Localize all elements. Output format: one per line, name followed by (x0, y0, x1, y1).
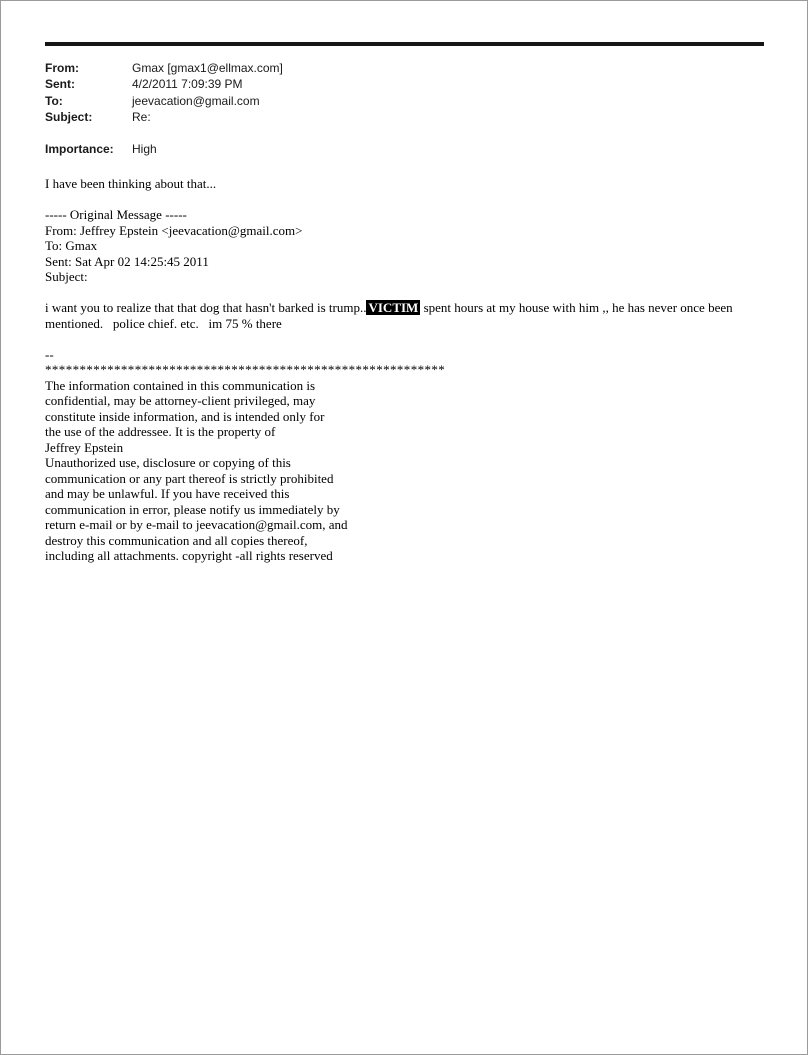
signature-block (45, 347, 764, 564)
message-text-after-redaction: spent hours at my house with him ,, he has never once been (420, 300, 733, 316)
message-text-line2: mentioned. police chief. etc. im 75 % there (45, 315, 282, 331)
asterisk-divider: ********************************************************** (45, 362, 446, 378)
original-message-from: From: Jeffrey Epstein <jeevacation@gmail.com> (45, 222, 303, 238)
disclaimer-line: communication in error, please notify us immediately by (45, 501, 340, 517)
disclaimer-line: the use of the addressee. It is the property of (45, 424, 276, 440)
signature-dashes: -- (45, 346, 54, 362)
email-header (45, 60, 764, 157)
subject-value: Re: (132, 109, 151, 124)
original-message-subject: Subject: (45, 269, 88, 285)
original-message-to: To: Gmax (45, 238, 98, 254)
header-row-to (45, 93, 764, 109)
to-value: jeevacation@gmail.com (132, 93, 260, 108)
sent-label: Sent: (45, 77, 75, 92)
redacted-victim-name: VICTIM (368, 300, 419, 316)
disclaimer-line: destroy this communication and all copies thereof, (45, 532, 308, 548)
header-row-from (45, 60, 764, 76)
disclaimer-line: return e-mail or by e-mail to jeevacation@gmail.com, and (45, 517, 348, 533)
disclaimer-line: including all attachments. copyright -all rights reserved (45, 548, 333, 564)
disclaimer-line: constitute inside information, and is intended only for (45, 408, 325, 424)
email-body (45, 176, 764, 564)
disclaimer-line: confidential, may be attorney-client privileged, may (45, 393, 316, 409)
blank-line (45, 331, 764, 347)
original-message-header (45, 207, 764, 285)
blank-line (45, 192, 764, 208)
original-message-separator: ----- Original Message ----- (45, 207, 187, 223)
message-paragraph (45, 300, 764, 331)
header-row-subject (45, 109, 764, 125)
subject-label: Subject: (45, 109, 93, 124)
blank-line (45, 285, 764, 301)
disclaimer-line: Unauthorized use, disclosure or copying of this (45, 455, 291, 471)
importance-value: High (132, 142, 157, 157)
message-text-before-redaction: i want you to realize that that dog that hasn't barked is trump.. (45, 300, 367, 316)
to-label: To: (45, 93, 63, 108)
importance-label: Importance: (45, 142, 114, 157)
from-label: From: (45, 61, 79, 75)
header-row-importance (45, 141, 764, 157)
sent-value: 4/2/2011 7:09:39 PM (132, 77, 243, 92)
disclaimer-line: and may be unlawful. If you have received this (45, 486, 290, 502)
original-message-sent: Sent: Sat Apr 02 14:25:45 2011 (45, 253, 209, 269)
disclaimer-line: communication or any part thereof is strictly prohibited (45, 470, 334, 486)
from-value: Gmax [gmax1@ellmax.com] (132, 61, 283, 75)
header-row-sent (45, 76, 764, 92)
disclaimer-line: Jeffrey Epstein (45, 439, 124, 455)
header-divider-rule (45, 42, 764, 46)
disclaimer-line: The information contained in this communication is (45, 377, 316, 393)
intro-line: I have been thinking about that... (45, 176, 217, 192)
